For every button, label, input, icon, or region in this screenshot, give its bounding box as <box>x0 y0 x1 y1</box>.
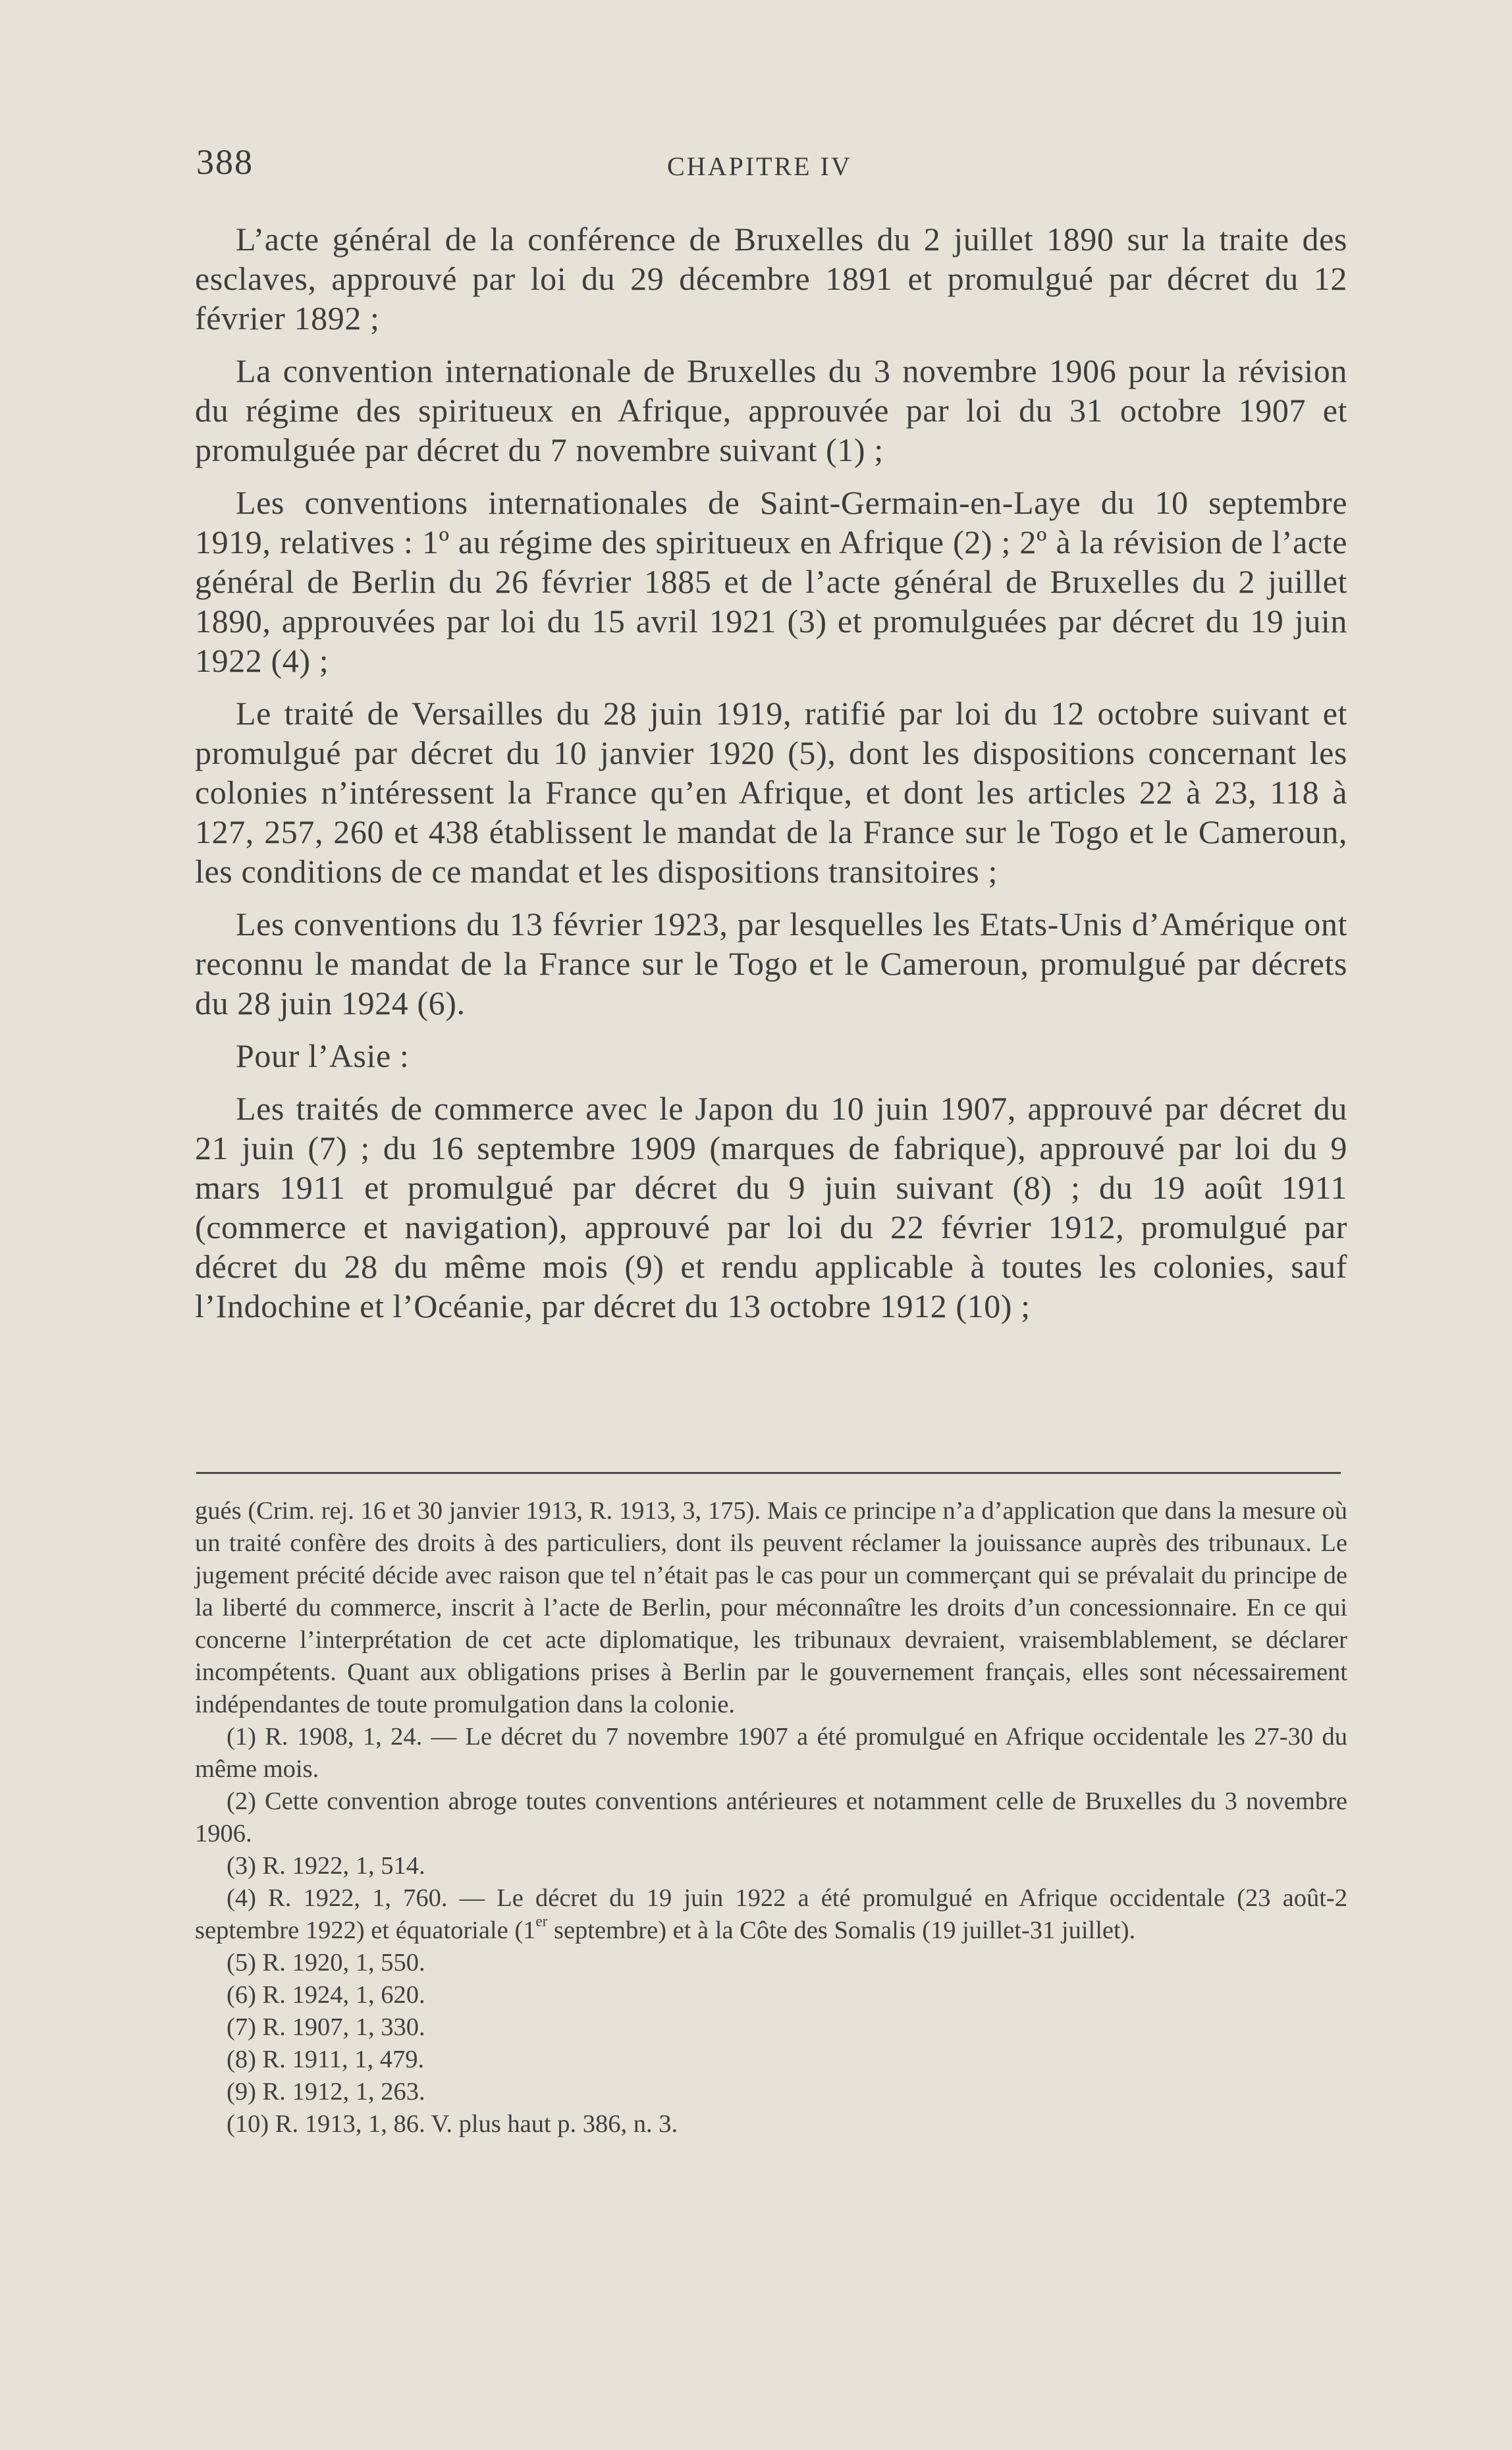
footnote-6: (6) R. 1924, 1, 620. <box>227 1981 425 2009</box>
paragraph-etats-unis: Les conventions du 13 février 1923, par lesquelles les Etats-Unis d’Amérique ont reconnu le mandat de la France sur le Togo et le Cameroun, promulgué par décrets du 28 juin 1924 (6). <box>195 906 1347 1021</box>
paragraph-saint-germain: Les conventions internationales de Saint-Germain-en-Laye du 10 septembre 1919, relatives : 1º au régime des spiritueux en Afrique (2) ; 2º à la révision de l’acte général de Berlin du 26 février 1885 et de l’acte général de Bruxelles du 2 juillet 1890, approuvées par loi du 15 avril 1921 (3) et promulguées par décret du 19 juin 1922 (4) ; <box>195 484 1347 679</box>
paragraph-asie-heading: Pour l’Asie : <box>236 1037 410 1074</box>
paragraph-japon: Les traités de commerce avec le Japon du 10 juin 1907, approuvé par décret du 21 juin (7) ; du 16 septembre 1909 (marques de fabrique), approuvé par loi du 9 mars 1911 et promulgué par décret du 9 juin suivant (8) ; du 19 août 1911 (commerce et navigation), approuvé par loi du 22 février 1912, promulgué par décret du 28 du même mois (9) et rendu applicable à toutes les colonies, sauf l’Indochine et l’Océanie, par décret du 13 octobre 1912 (10) ; <box>195 1090 1347 1324</box>
page-number: 388 <box>196 142 254 182</box>
footnote-2: (2) Cette convention abroge toutes conventions antérieures et notamment celle de Bruxelles du 3 novembre 1906. <box>195 1787 1347 1847</box>
footnotes <box>195 1495 1347 2140</box>
paragraph-versailles: Le traité de Versailles du 28 juin 1919, ratifié par loi du 12 octobre suivant et promulgué par décret du 10 janvier 1920 (5), dont les dispositions concernant les colonies n’intéressent la France qu’en Afrique, et dont les articles 22 à 23, 118 à 127, 257, 260 et 438 établissent le mandat de la France sur le Togo et le Cameroun, les conditions de ce mandat et les dispositions transitoires ; <box>195 695 1347 890</box>
footnote-4-part-a: (4) R. 1922, 1, 760. — Le décret du 19 juin 1922 a été promulgué en Afrique occidentale (23 août-2 septembre 1922) et équatoriale (1 <box>195 1884 1347 1944</box>
paragraph-bruxelles-1890: L’acte général de la conférence de Bruxelles du 2 juillet 1890 sur la traite des esclaves, approuvé par loi du 29 décembre 1891 et promulgué par décret du 12 février 1892 ; <box>195 221 1347 337</box>
footnote-5: (5) R. 1920, 1, 550. <box>227 1949 425 1976</box>
footnote-7: (7) R. 1907, 1, 330. <box>227 2013 425 2041</box>
footnote-separator <box>196 1472 1341 1474</box>
footnote-4-superscript: er <box>535 1912 548 1930</box>
main-text <box>195 219 1347 1339</box>
footnote-4 <box>195 1882 1347 1947</box>
footnote-3: (3) R. 1922, 1, 514. <box>227 1852 425 1880</box>
page-header <box>196 142 1342 194</box>
running-title: CHAPITRE IV <box>667 151 852 181</box>
footnote-9: (9) R. 1912, 1, 263. <box>227 2078 425 2106</box>
footnote-4-part-b: septembre) et à la Côte des Somalis (19 juillet-31 juillet). <box>547 1917 1136 1944</box>
footnote-continuation: gués (Crim. rej. 16 et 30 janvier 1913, R. 1913, 3, 175). Mais ce principe n’a d’application que dans la mesure où un traité confère des droits à des particuliers, dont ils peuvent réclamer la jouissance auprès des tribunaux. Le jugement précité décide avec raison que tel n’était pas le cas pour un commerçant qui se prévalait du principe de la liberté du commerce, inscrit à l’acte de Berlin, pour méconnaître les droits d’un concessionnaire. En ce qui concerne l’interprétation de cet acte diplomatique, les tribunaux devraient, vraisemblablement, se déclarer incompétents. Quant aux obligations prises à Berlin par le gouvernement français, elles sont nécessairement indépendantes de toute promulgation dans la colonie. <box>195 1497 1347 1718</box>
paragraph-bruxelles-1906: La convention internationale de Bruxelles du 3 novembre 1906 pour la révision du régime des spiritueux en Afrique, approuvée par loi du 31 octobre 1907 et promulguée par décret du 7 novembre suivant (1) ; <box>195 352 1347 468</box>
footnote-10: (10) R. 1913, 1, 86. V. plus haut p. 386, n. 3. <box>227 2110 678 2138</box>
footnote-8: (8) R. 1911, 1, 479. <box>227 2046 425 2073</box>
footnote-1: (1) R. 1908, 1, 24. — Le décret du 7 novembre 1907 a été promulgué en Afrique occidentale les 27-30 du même mois. <box>195 1723 1347 1783</box>
